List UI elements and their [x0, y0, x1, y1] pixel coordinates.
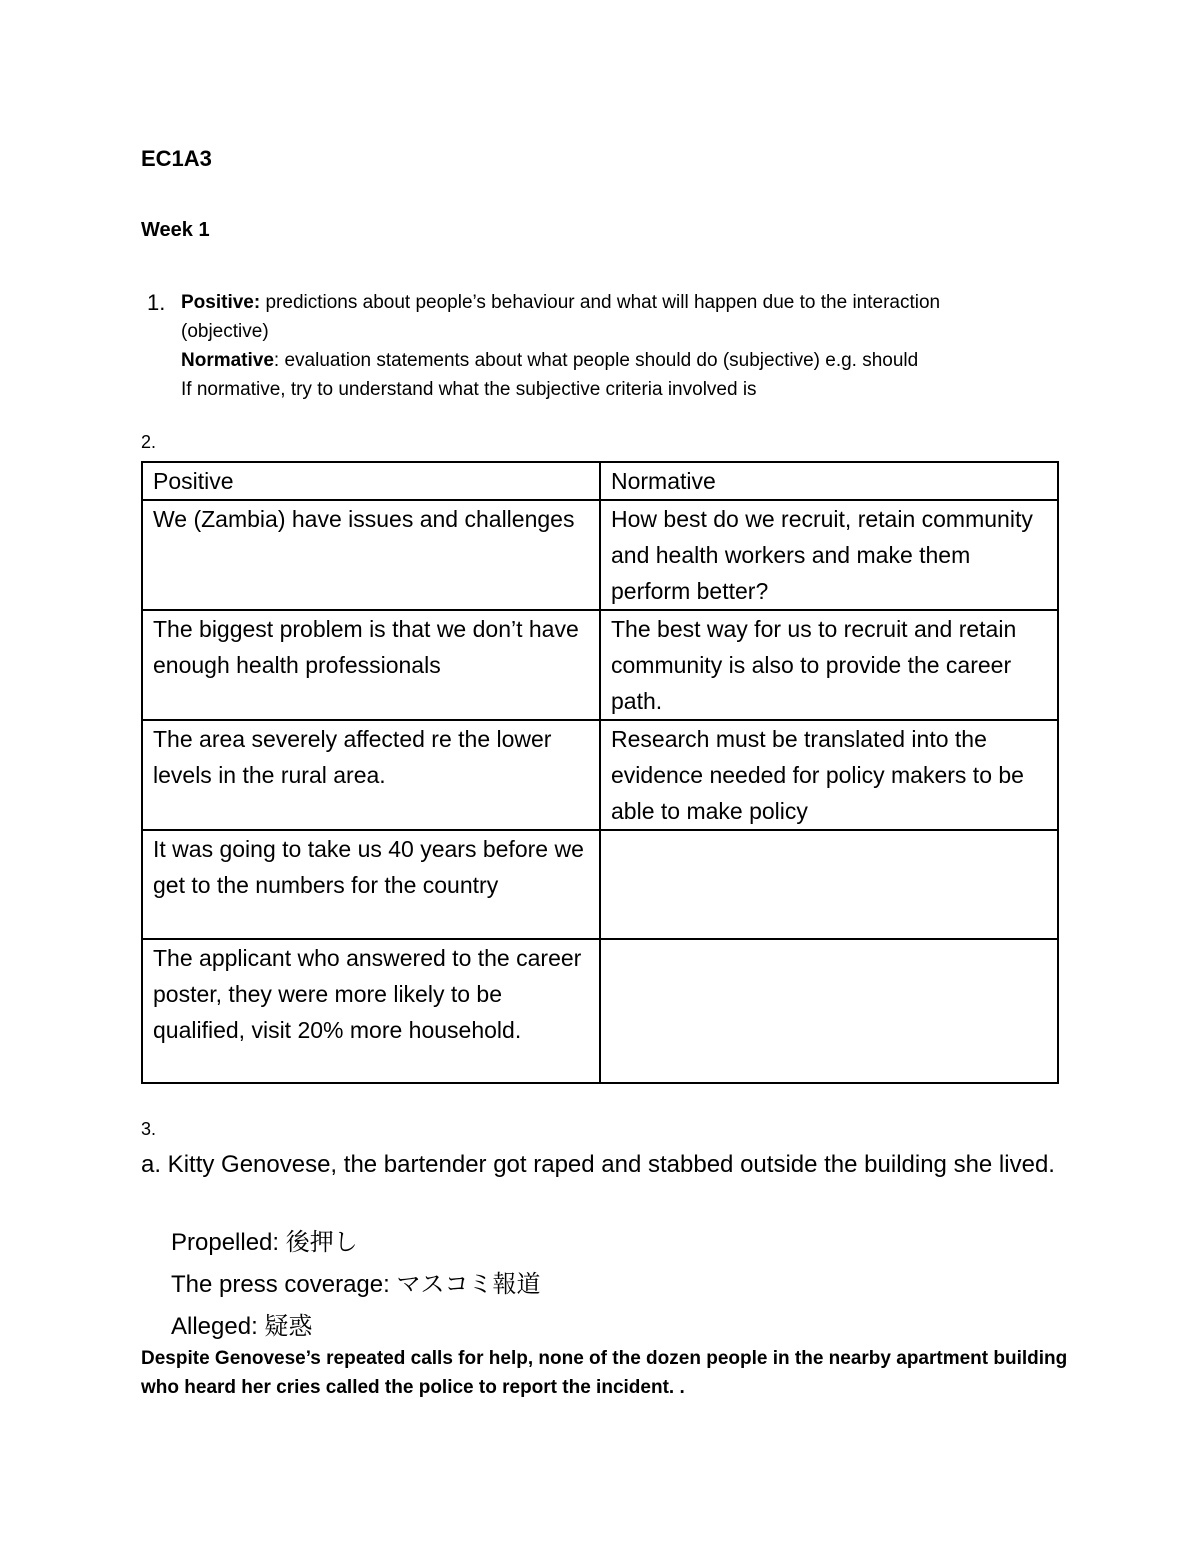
- table-cell: It was going to take us 40 years before we get to the numbers for the country: [142, 830, 600, 939]
- normative-definition-line: [181, 346, 1081, 375]
- week-heading: Week 1: [141, 219, 210, 241]
- vocab-press-coverage: The press coverage: マスコミ報道: [171, 1271, 541, 1298]
- question-1-body: [181, 288, 1081, 404]
- positive-normative-table: [141, 461, 1059, 1084]
- table-cell: We (Zambia) have issues and challenges: [142, 500, 600, 610]
- table-row: [142, 610, 1058, 720]
- positive-definition-text: predictions about people’s behaviour and what will happen due to the interaction: [260, 292, 941, 313]
- table-cell: Research must be translated into the evidence needed for policy makers to be able to make policy: [600, 720, 1058, 830]
- table-cell: The area severely affected re the lower levels in the rural area.: [142, 720, 600, 830]
- positive-label: Positive:: [181, 292, 261, 313]
- question-1-number: 1.: [147, 290, 166, 315]
- vocab-alleged: Alleged: 疑惑: [171, 1313, 313, 1340]
- table-row: [142, 830, 1058, 939]
- table-row: [142, 500, 1058, 610]
- question-2-number: 2.: [141, 432, 157, 452]
- table-cell: The best way for us to recruit and retain community is also to provide the career path.: [600, 610, 1058, 720]
- course-code-heading: EC1A3: [141, 146, 212, 171]
- normative-definition-text: : evaluation statements about what people should do (subjective) e.g. should: [273, 350, 919, 371]
- table-cell: [600, 939, 1058, 1083]
- table-row: [142, 939, 1058, 1083]
- question-3-summary: Despite Genovese’s repeated calls for help, none of the dozen people in the nearby apartment building who heard her cries called the police to report the incident. .: [141, 1348, 1068, 1398]
- positive-definition-line: [181, 288, 1081, 317]
- question-3a-text: a. Kitty Genovese, the bartender got raped and stabbed outside the building she lived.: [141, 1151, 1055, 1178]
- normative-note: If normative, try to understand what the subjective criteria involved is: [181, 379, 757, 400]
- table-header-row: [142, 462, 1058, 500]
- question-1: [141, 288, 1081, 404]
- table-cell: [600, 830, 1058, 939]
- normative-label: Normative: [181, 350, 274, 371]
- header-normative: Normative: [600, 462, 1058, 500]
- table-cell: The biggest problem is that we don’t have enough health professionals: [142, 610, 600, 720]
- table-row: [142, 720, 1058, 830]
- question-3-number: 3.: [141, 1119, 157, 1139]
- vocab-propelled: Propelled: 後押し: [171, 1229, 358, 1256]
- header-positive: Positive: [142, 462, 600, 500]
- table-cell: How best do we recruit, retain community and health workers and make them perform better?: [600, 500, 1058, 610]
- table-cell: The applicant who answered to the career poster, they were more likely to be qualified, visit 20% more household.: [142, 939, 600, 1083]
- positive-definition-cont: (objective): [181, 321, 269, 342]
